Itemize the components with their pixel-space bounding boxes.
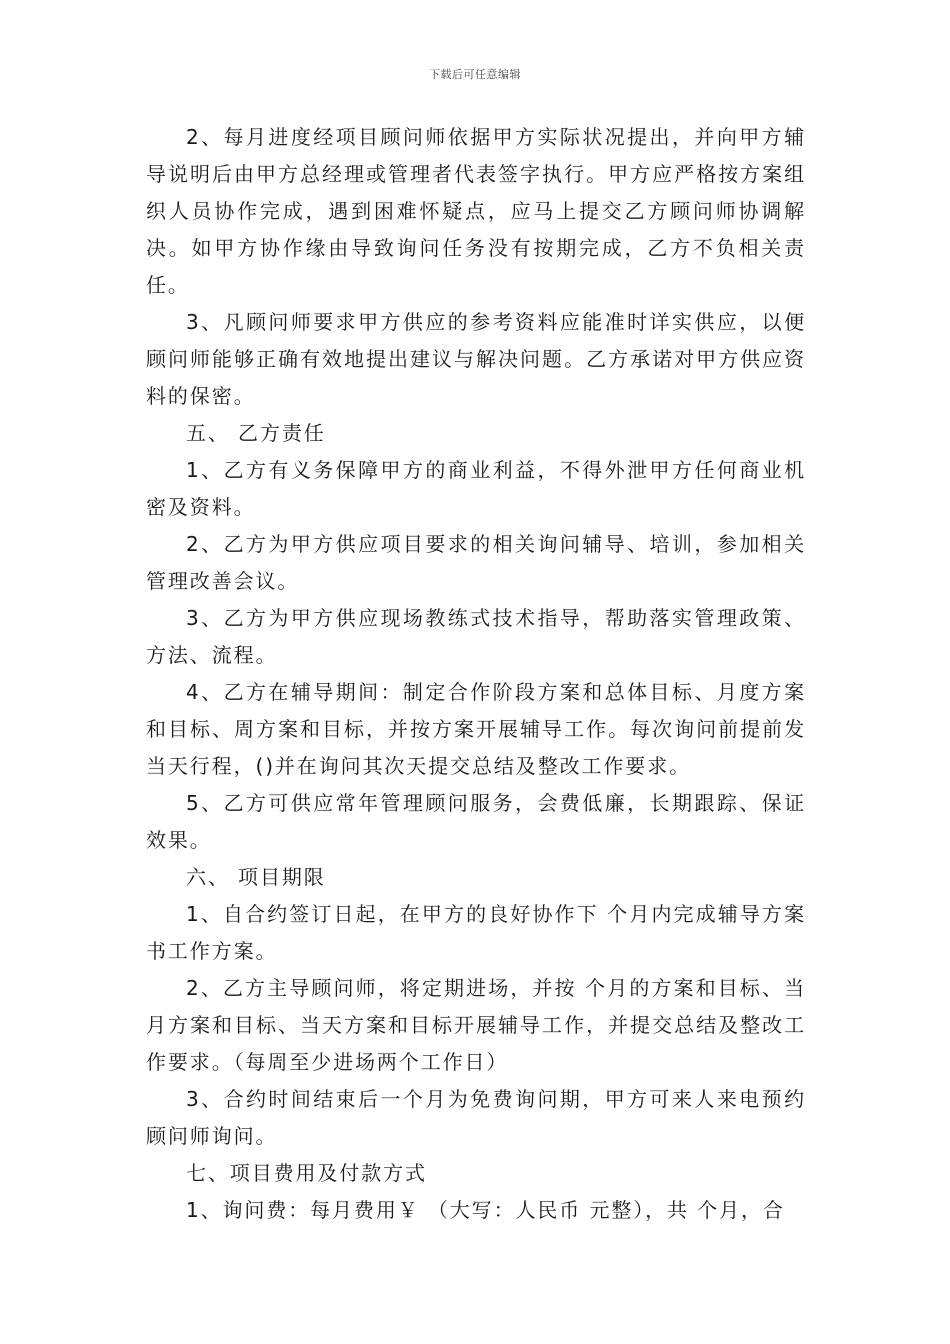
section-heading-fees-payment: 七、项目费用及付款方式 [186,1161,427,1185]
section-heading-project-term: 六、 项目期限 [186,865,326,889]
section-heading-party-b-duties: 五、 乙方责任 [186,421,326,445]
paragraph-fee-1: 1、询问费：每月费用￥ （大写：人民币 元整），共 个月，合 [186,1198,785,1222]
paragraph-duty-3: 3、乙方为甲方供应现场教练式技术指导，帮助落实管理政策、方法、流程。 [146,606,806,667]
paragraph-term-1: 1、自合约签订日起，在甲方的良好协作下 个月内完成辅导方案书工作方案。 [146,902,806,963]
paragraph-duty-4: 4、乙方在辅导期间：制定合作阶段方案和总体目标、月度方案和目标、周方案和目标，并按方案开展辅导工作。每次询问前提前发当天行程，()并在询问其次天提交总结及整改工作要求。 [146,680,806,778]
paragraph-monthly-progress: 2、每月进度经项目顾问师依据甲方实际状况提出，并向甲方辅导说明后由甲方总经理或管理者代表签字执行。甲方应严格按方案组织人员协作完成，遇到困难怀疑点，应马上提交乙方顾问师协调解决。如甲方协作缘由导致询问任务没有按期完成，乙方不负相关责任。 [146,125,806,297]
document-body [146,119,806,1229]
paragraph-term-2: 2、乙方主导顾问师，将定期进场，并按 个月的方案和目标、当月方案和目标、当天方案和目标开展辅导工作，并提交总结及整改工作要求。（每周至少进场两个工作日） [146,976,806,1074]
paragraph-duty-2: 2、乙方为甲方供应项目要求的相关询问辅导、培训，参加相关管理改善会议。 [146,532,806,593]
page-header-note: 下载后可任意编辑 [429,68,521,81]
paragraph-duty-1: 1、乙方有义务保障甲方的商业利益，不得外泄甲方任何商业机密及资料。 [146,458,806,519]
paragraph-reference-materials: 3、凡顾问师要求甲方供应的参考资料应能准时详实供应，以便顾问师能够正确有效地提出建议与解决问题。乙方承诺对甲方供应资料的保密。 [146,310,806,408]
paragraph-duty-5: 5、乙方可供应常年管理顾问服务，会费低廉，长期跟踪、保证效果。 [146,791,806,852]
paragraph-term-3: 3、合约时间结束后一个月为免费询问期，甲方可来人来电预约顾问师询问。 [146,1087,806,1148]
